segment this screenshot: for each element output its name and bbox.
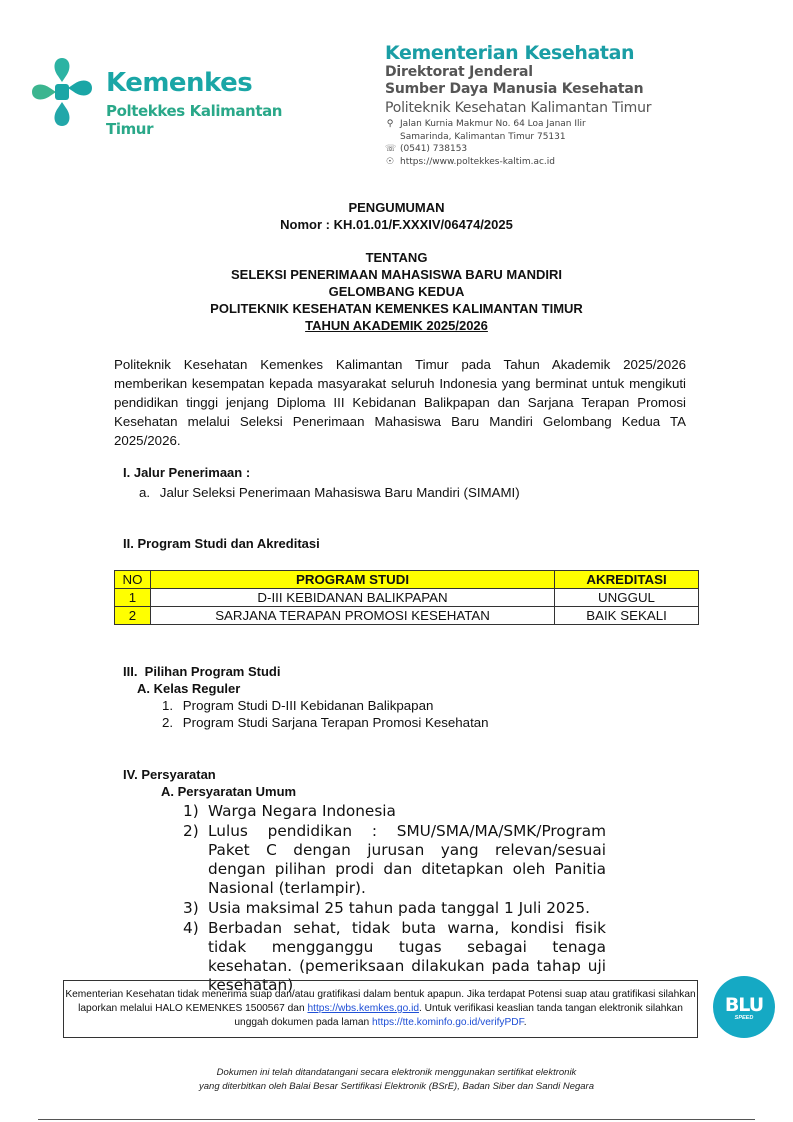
- item-number: 1.: [162, 698, 174, 713]
- row-accreditation: BAIK SEKALI: [555, 607, 699, 625]
- intro-paragraph: Politeknik Kesehatan Kemenkes Kalimantan Timur pada Tahun Akademik 2025/2026 memberikan kesempatan kepada masyarakat seluruh Indonesia yang berminat untuk mengikuti pendidikan tinggi jenjang Diploma III Kebidanan Balikpapan dan Sarjana Terapan Promosi Kesehatan melalui Seleksi Penerimaan Mahasiswa Baru Mandiri Gelombang Kedua TA 2025/2026.: [114, 357, 686, 448]
- section-2-title: II. Program Studi dan Akreditasi: [123, 536, 320, 551]
- section-3-item: [162, 698, 433, 713]
- blu-badge-text: BLU: [724, 994, 764, 1016]
- item-number: 4): [183, 919, 199, 937]
- table-row: [115, 607, 699, 625]
- list-item: [183, 822, 606, 898]
- location-pin-icon: ⚲: [386, 119, 394, 129]
- header-program: PROGRAM STUDI: [151, 571, 555, 589]
- item-text: Program Studi Sarjana Terapan Promosi Kesehatan: [182, 715, 489, 730]
- anti-gratification-notice: [63, 980, 698, 1038]
- item-number: 2): [183, 822, 199, 840]
- kemenkes-logo: [26, 54, 326, 138]
- heading-line2: GELOMBANG KEDUA: [328, 284, 465, 299]
- announcement-title: PENGUMUMAN: [348, 200, 445, 215]
- item-text: Usia maksimal 25 tahun pada tanggal 1 Juli 2025.: [208, 899, 590, 917]
- wbs-link[interactable]: https://wbs.kemkes.go.id: [307, 1003, 419, 1014]
- blu-badge-subtext: SPEED: [734, 1015, 754, 1021]
- section-1-item: [139, 485, 520, 500]
- list-item: [183, 802, 606, 821]
- globe-icon: ☉: [385, 156, 395, 167]
- section-3-title: III. Pilihan Program Studi: [123, 664, 281, 679]
- heading-line3: POLITEKNIK KESEHATAN KEMENKES KALIMANTAN TIMUR: [210, 301, 583, 316]
- item-text: Program Studi D-III Kebidanan Balikpapan: [182, 698, 434, 713]
- website-row: [385, 156, 675, 169]
- header-no: NO: [115, 571, 151, 589]
- website-url[interactable]: https://www.poltekkes-kaltim.ac.id: [400, 156, 556, 167]
- heading-line4: TAHUN AKADEMIK 2025/2026: [305, 318, 488, 333]
- blu-speed-badge: [713, 976, 775, 1038]
- logo-subtitle: Poltekkes Kalimantan Timur: [106, 102, 283, 138]
- notice-text-2: . Untuk verifikasi keaslian tanda tangan elektronik silahkan unggah dokumen pada laman: [234, 1003, 683, 1028]
- announcement-heading: [0, 199, 793, 334]
- directorate-line1: Direktorat Jenderal: [385, 64, 533, 80]
- phone-number: (0541) 738153: [400, 144, 468, 154]
- ministry-name: Kementerian Kesehatan: [385, 42, 635, 64]
- esign-line1: Dokumen ini telah ditandatangani secara elektronik menggunakan sertifikat elektronik: [216, 1067, 577, 1078]
- directorate-line2: Sumber Daya Manusia Kesehatan: [385, 81, 644, 97]
- requirements-list: [183, 802, 606, 996]
- item-number: 3): [183, 899, 199, 917]
- heading-line1: SELEKSI PENERIMAAN MAHASISWA BARU MANDIRI: [230, 267, 563, 282]
- header-accreditation: AKREDITASI: [555, 571, 699, 589]
- item-number: 1): [183, 802, 199, 820]
- address-row-2: [385, 131, 675, 144]
- logo-title: Kemenkes: [106, 68, 253, 98]
- phone-row: [385, 143, 675, 156]
- institution-name: Politeknik Kesehatan Kalimantan Timur: [385, 100, 652, 116]
- about-label: TENTANG: [365, 250, 428, 265]
- row-program: SARJANA TERAPAN PROMOSI KESEHATAN: [151, 607, 555, 625]
- letterhead: [385, 42, 675, 168]
- esign-statement: [0, 1066, 793, 1094]
- row-no: 2: [115, 607, 151, 625]
- item-text: Warga Negara Indonesia: [208, 802, 396, 820]
- item-marker: a.: [139, 485, 151, 500]
- row-accreditation: UNGGUL: [555, 589, 699, 607]
- item-text: Jalur Seleksi Penerimaan Mahasiswa Baru Mandiri (SIMAMI): [159, 485, 520, 500]
- address-row: [385, 118, 675, 131]
- address-line2: Samarinda, Kalimantan Timur 75131: [400, 131, 566, 142]
- section-3-item: [162, 715, 489, 730]
- address-line1: Jalan Kurnia Makmur No. 64 Loa Janan Ilir: [400, 119, 586, 129]
- item-number: 2.: [162, 715, 174, 730]
- row-no: 1: [115, 589, 151, 607]
- table-row: [115, 589, 699, 607]
- bottom-divider: [38, 1119, 755, 1120]
- phone-icon: ☏: [385, 144, 397, 154]
- item-text: Lulus pendidikan : SMU/SMA/MA/SMK/Program Paket C dengan jurusan yang relevan/sesuai dengan pilihan prodi dan ditetapkan oleh Panitia Nasional (terlampir).: [208, 822, 606, 897]
- esign-line2: yang diterbitkan oleh Balai Besar Sertifikasi Elektronik (BSrE), Badan Siber dan Sandi Negara: [199, 1081, 594, 1092]
- section-1-title: I. Jalur Penerimaan :: [123, 465, 251, 480]
- verify-url[interactable]: https://tte.kominfo.go.id/verifyPDF: [372, 1017, 524, 1028]
- section-4-subtitle: A. Persyaratan Umum: [161, 784, 297, 799]
- notice-text-1: Kementerian Kesehatan tidak menerima suap dan/atau gratifikasi dalam bentuk apapun. Jika terdapat Potensi suap atau gratifikasi silahkan laporkan melalui HALO KEMENKES 1500567 dan: [65, 989, 696, 1014]
- notice-end: .: [523, 1017, 527, 1028]
- table-header-row: [115, 571, 699, 589]
- section-3-subtitle: A. Kelas Reguler: [137, 681, 241, 696]
- kemenkes-logo-icon: [26, 54, 98, 130]
- study-program-table: [114, 570, 699, 625]
- list-item: [183, 899, 606, 918]
- announcement-number: Nomor : KH.01.01/F.XXXIV/06474/2025: [280, 217, 513, 232]
- item-text: Berbadan sehat, tidak buta warna, kondisi fisik tidak mengganggu tugas sebagai tenaga kesehatan. (pemeriksaan dilakukan pada tahap uji kesehatan): [208, 919, 606, 994]
- row-program: D-III KEBIDANAN BALIKPAPAN: [151, 589, 555, 607]
- section-4-title: IV. Persyaratan: [123, 767, 216, 782]
